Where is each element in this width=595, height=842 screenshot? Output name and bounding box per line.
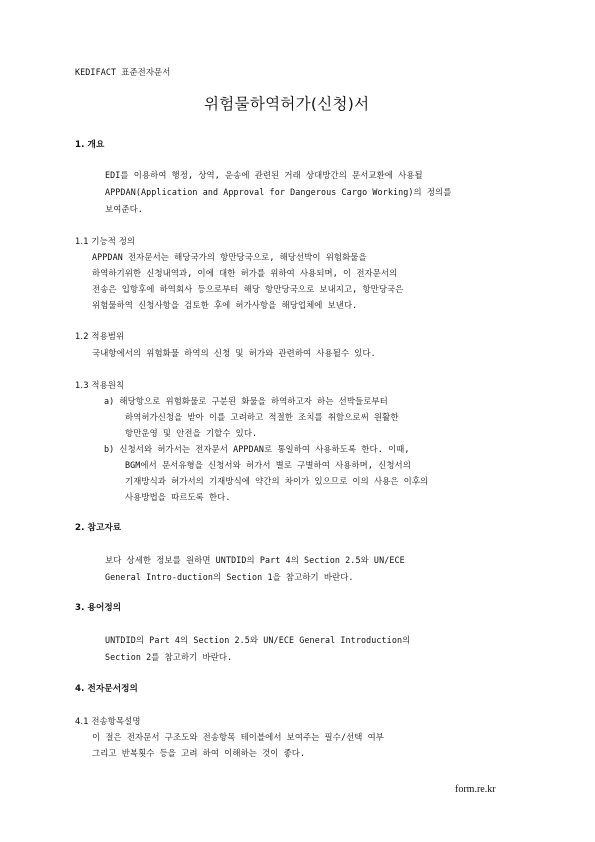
subsection-heading-functional-definition: 1.1 기능적 정의 [75,236,136,246]
list-item-b-cont: 사용방법을 따르도록 한다. [125,492,231,502]
subsection-heading-principles: 1.3 적용원칙 [75,380,125,390]
subsection-heading-transmission-items: 4.1 전송항목설명 [75,716,141,726]
paragraph-line: Section 2를 참고하기 바란다. [105,652,233,662]
paragraph-line: 하역하기위한 신청내역과, 이에 대한 허가를 위하여 사용되며, 이 전자문서의 [92,268,398,278]
paragraph-line: 위험물하역 신청사항을 검토한 후에 허가사항을 해당업체에 보낸다. [92,300,358,310]
footer-source: form.re.kr [455,784,496,795]
section-heading-document-definition: 4. 전자문서정의 [75,684,138,694]
paragraph-line: General Intro-duction의 Section 1을 참고하기 바란다. [105,572,354,582]
paragraph-line: 보여준다. [105,204,143,214]
list-item-b-cont: 기재방식과 허가서의 기재방식에 약간의 차이가 있으므로 이의 사용은 이후의 [125,476,429,486]
paragraph-line: 전송은 입항후에 하역회사 등으로부터 해당 항만당국으로 보내지고, 항만당국은 [92,284,404,294]
paragraph-line: APPDAN(Application and Approval for Dangerous Cargo Working)의 정의를 [105,187,452,197]
paragraph-line: APPDAN 전자문서는 해당국가의 항만당국으로, 해당선박이 위험화물을 [92,252,367,262]
paragraph-line: UNTDID의 Part 4의 Section 2.5와 UN/ECE General Introduction의 [105,635,411,645]
section-heading-references: 2. 참고자료 [75,523,122,533]
list-item-b: b) 신청서와 허가서는 전자문서 APPDAN로 통일하여 사용하도록 한다. 이때, [104,444,410,454]
subsection-heading-scope: 1.2 적용범위 [75,331,125,341]
list-item-a-cont: 하역허가신청을 받아 이를 고려하고 적절한 조치를 취함으로써 원활한 [125,412,399,422]
list-item-b-cont: BGM에서 문서유형을 신청서와 허가서 별로 구별하여 사용하며, 신청서의 [125,460,411,470]
paragraph-line: 보다 상세한 정보를 원하면 UNTDID의 Part 4의 Section 2.5와 UN/ECE [105,555,405,565]
document-header: KEDIFACT 표준전자문서 [75,67,171,77]
paragraph-line: 그리고 반복횟수 등을 고려 하여 이해하는 것이 좋다. [92,748,306,758]
section-heading-terms: 3. 용어정의 [75,603,122,613]
paragraph-line: 국내항에서의 위험화물 하역의 신청 및 허가와 관련하여 사용될수 있다. [92,348,376,358]
list-item-a: a) 해당항으로 위험화물로 구분된 화물을 하역하고자 하는 선박들로부터 [104,396,388,406]
page-title: 위험물하역허가(신청)서 [204,95,370,113]
section-heading-overview: 1. 개요 [75,140,105,150]
list-item-a-cont: 항만운영 및 안전을 기할수 있다. [125,428,258,438]
paragraph-line: EDI를 이용하여 행정, 상역, 운송에 관련된 거래 상대방간의 문서교환에 사용될 [105,170,423,180]
paragraph-line: 이 절은 전자문서 구조도와 전송항목 테이블에서 보여주는 필수/선택 여부 [92,732,384,742]
